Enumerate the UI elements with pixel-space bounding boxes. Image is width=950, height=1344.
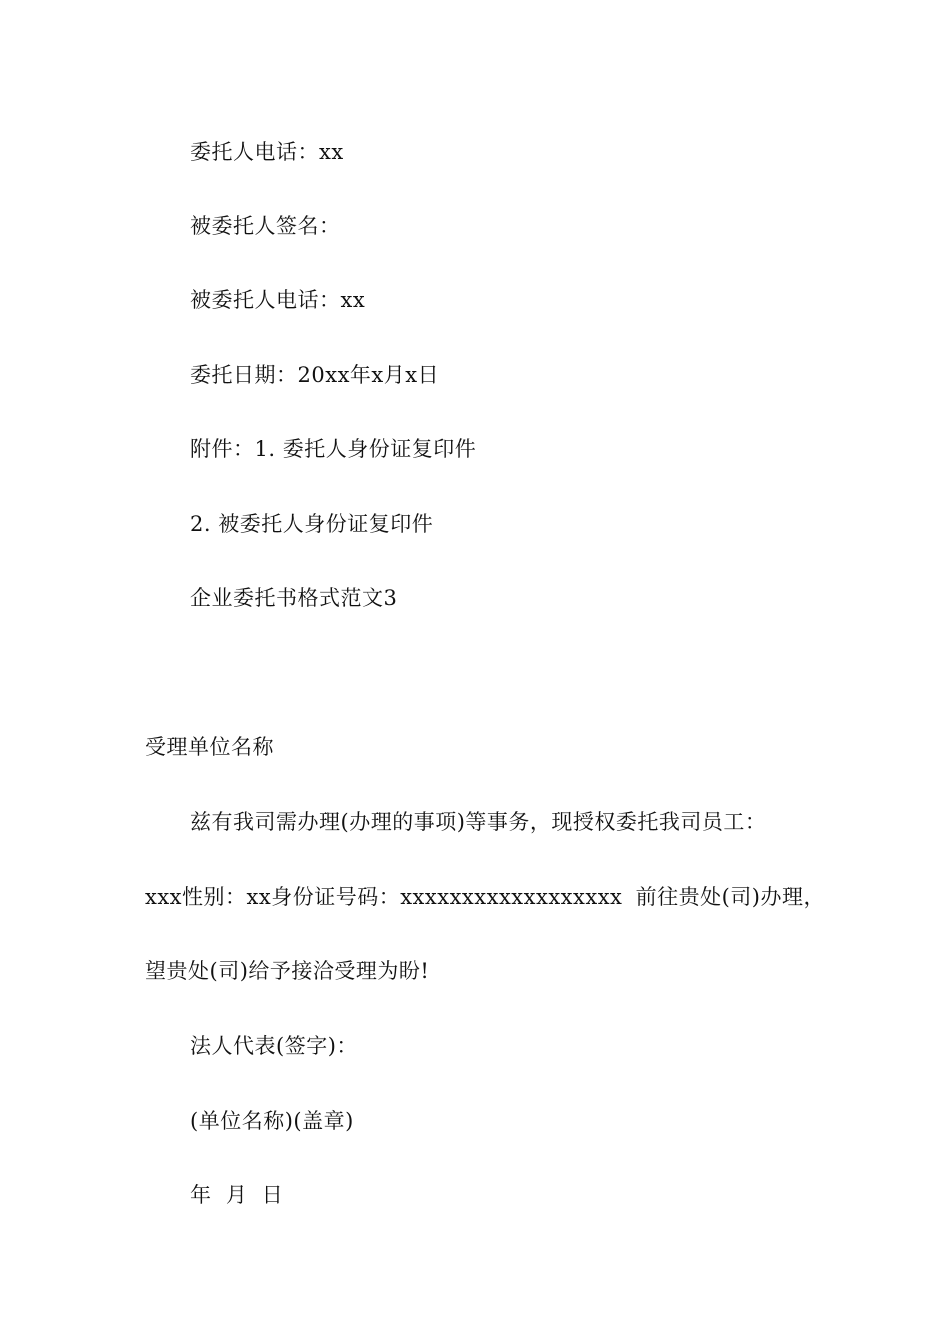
body-paragraph-line-1: 兹有我司需办理(办理的事项)等事务，现授权委托我司员工： bbox=[190, 810, 767, 834]
recipient-name-line: 受理单位名称 bbox=[145, 735, 274, 759]
body-paragraph-line-3: 望贵处(司)给予接洽受理为盼! bbox=[145, 959, 430, 983]
delegatee-phone-line: 被委托人电话：xx bbox=[190, 288, 366, 312]
delegator-phone-line: 委托人电话：xx bbox=[190, 140, 344, 164]
proceed-text: 前往贵处(司)办理， bbox=[635, 885, 825, 909]
body-paragraph-line-2 bbox=[145, 883, 825, 911]
organization-seal-line: (单位名称)(盖章) bbox=[190, 1109, 354, 1133]
employee-id-text: xxx性别：xx身份证号码：xxxxxxxxxxxxxxxxxx bbox=[145, 885, 623, 909]
delegatee-signature-line: 被委托人签名： bbox=[190, 214, 341, 238]
signing-date-line: 年 月 日 bbox=[190, 1183, 284, 1207]
delegation-date-line: 委托日期：20xx年x月x日 bbox=[190, 363, 440, 387]
attachment-line-2: 2. 被委托人身份证复印件 bbox=[190, 512, 434, 536]
section-heading: 企业委托书格式范文3 bbox=[190, 586, 398, 610]
attachment-line-1: 附件：1. 委托人身份证复印件 bbox=[190, 437, 477, 461]
legal-representative-line: 法人代表(签字)： bbox=[190, 1034, 358, 1058]
